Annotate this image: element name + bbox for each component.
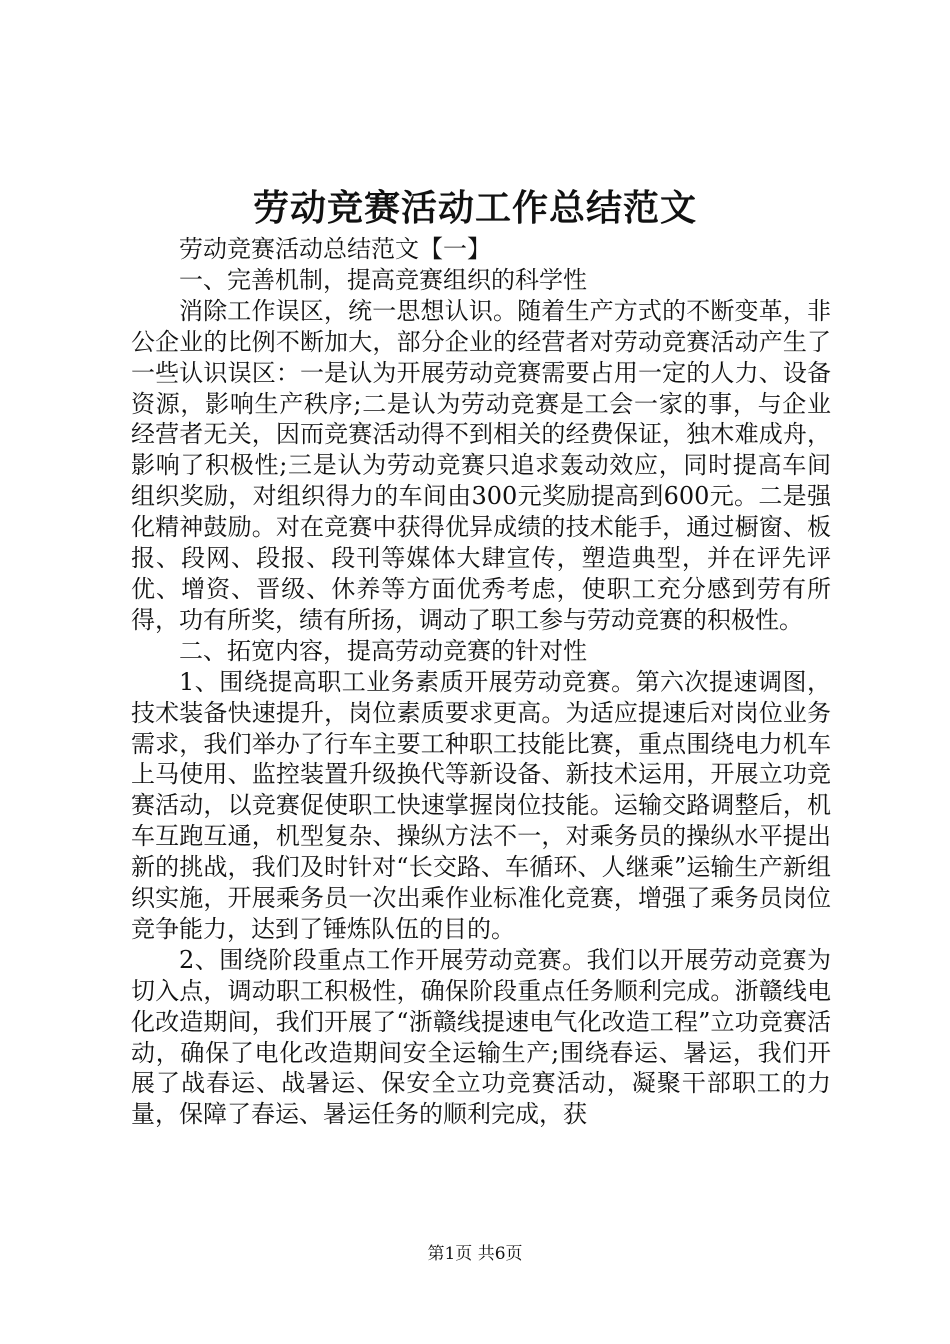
document-body bbox=[131, 234, 831, 1130]
body-paragraph: 1、围绕提高职工业务素质开展劳动竞赛。第六次提速调图，技术装备快速提升，岗位素质要求更高。为适应提速后对岗位业务需求，我们举办了行车主要工种职工技能比赛，重点围绕电力机车上马使用、监控装置升级换代等新设备、新技术运用，开展立功竞赛活动，以竞赛促使职工快速掌握岗位技能。运输交路调整后，机车互跑互通，机型复杂、操纵方法不一，对乘务员的操纵水平提出新的挑战，我们及时针对“长交路、车循环、人继乘”运输生产新组织实施，开展乘务员一次出乘作业标准化竞赛，增强了乘务员岗位竞争能力，达到了锤炼队伍的目的。 bbox=[131, 667, 831, 943]
document-title: 劳动竞赛活动工作总结范文 bbox=[252, 187, 697, 229]
subsection-heading: 二、拓宽内容，提高劳动竞赛的针对性 bbox=[179, 636, 587, 665]
body-paragraph: 消除工作误区，统一思想认识。随着生产方式的不断变革，非公企业的比例不断加大，部分企业的经营者对劳动竞赛活动产生了一些认识误区：一是认为开展劳动竞赛需要占用一定的人力、设备资源，影响生产秩序;二是认为劳动竞赛是工会一家的事，与企业经营者无关，因而竞赛活动得不到相关的经费保证，独木难成舟，影响了积极性;三是认为劳动竞赛只追求轰动效应，同时提高车间组织奖励，对组织得力的车间由300元奖励提高到600元。二是强化精神鼓励。对在竞赛中获得优异成绩的技术能手，通过橱窗、板报、段网、段报、段刊等媒体大肆宣传，塑造典型，并在评先评优、增资、晋级、休养等方面优秀考虑，使职工充分感到劳有所得，功有所奖，绩有所扬，调动了职工参与劳动竞赛的积极性。 bbox=[131, 296, 831, 634]
section-heading: 劳动竞赛活动总结范文【一】 bbox=[179, 235, 491, 263]
page-number-footer: 第1页 共6页 bbox=[427, 1244, 523, 1264]
body-paragraph: 2、围绕阶段重点工作开展劳动竞赛。我们以开展劳动竞赛为切入点，调动职工积极性，确保阶段重点任务顺利完成。浙赣线电化改造期间，我们开展了“浙赣线提速电气化改造工程”立功竞赛活动，确保了电化改造期间安全运输生产;围绕春运、暑运，我们开展了战春运、战暑运、保安全立功竞赛活动，凝聚干部职工的力量，保障了春运、暑运任务的顺利完成，获 bbox=[131, 945, 831, 1129]
subsection-heading: 一、完善机制，提高竞赛组织的科学性 bbox=[179, 265, 587, 294]
